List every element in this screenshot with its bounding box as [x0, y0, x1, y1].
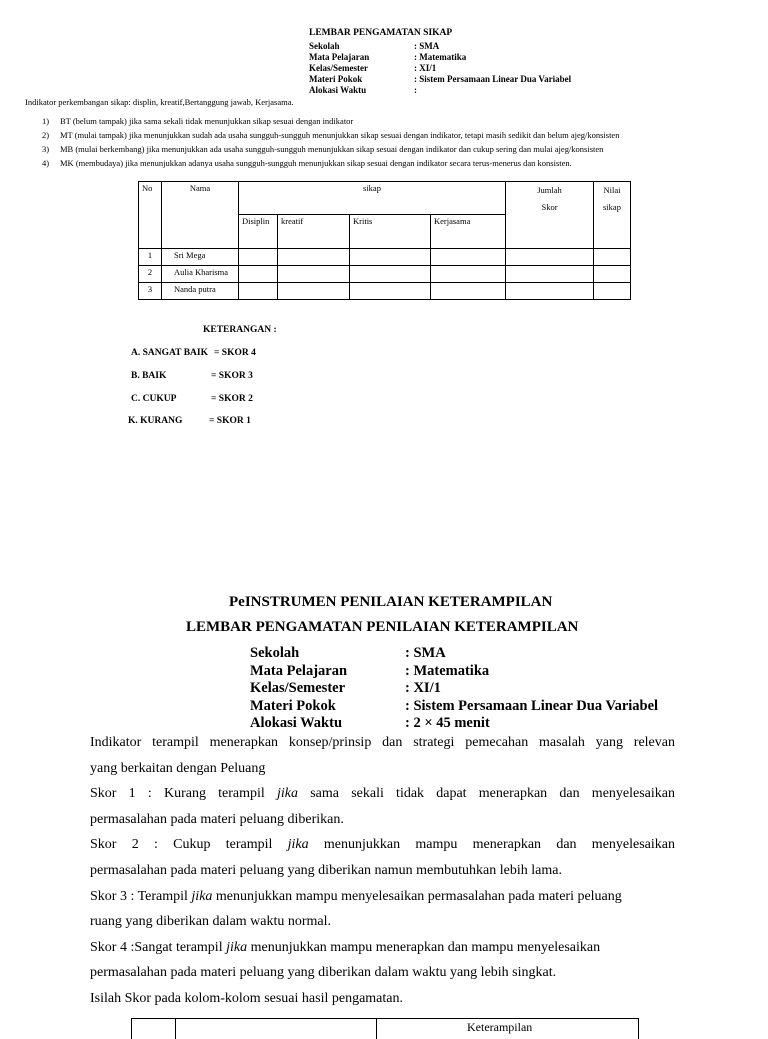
info-key: Alokasi Waktu — [250, 715, 343, 731]
info-key: Kelas/Semester — [309, 63, 368, 73]
info-key: Materi Pokok — [309, 74, 363, 84]
info-row-sekolah — [250, 645, 658, 663]
cell-no: 3 — [139, 283, 162, 300]
table-border-line — [376, 1019, 377, 1039]
indikator-line-2: yang berkaitan dengan Peluang — [90, 760, 266, 776]
header-nilai-sikap — [594, 182, 631, 249]
info-row-mapel — [250, 663, 658, 681]
info-row-alokasi — [309, 85, 571, 96]
skor4-line-2: permasalahan pada materi peluang yang diberikan dalam waktu yang lebih singkat. — [90, 965, 557, 981]
keterangan-value: = SKOR 2 — [211, 394, 253, 404]
header-sikap: sikap — [239, 182, 506, 215]
list-text: MB (mulai berkembang) jika menunjukkan ada usaha sungguh-sungguh menunjukkan sikap sesuai dengan indikator dan cukup sering dan mulai ajeg/konsisten — [60, 144, 604, 154]
info-value: : Sistem Persamaan Linear Dua Variabel — [405, 697, 659, 714]
cell-empty[interactable] — [278, 249, 350, 266]
subheader-kerjasama: Kerjasama — [431, 215, 506, 249]
skor-text: Skor 3 : Terampil — [90, 888, 192, 904]
info-value: : Sistem Persamaan Linear Dua Variabel — [414, 74, 572, 84]
cell-empty[interactable] — [506, 266, 594, 283]
list-item — [42, 156, 619, 170]
skor-text: menunjukkan mampu menerapkan dan mampu menyelesaikan — [247, 939, 601, 955]
list-number: 3) — [42, 144, 50, 154]
skor1-line-2: permasalahan pada materi peluang diberikan. — [90, 811, 344, 827]
list-item — [42, 114, 619, 128]
skor-text: Skor 2 : Cukup terampil — [90, 837, 288, 853]
info-row-materi — [309, 74, 571, 85]
skor3-line-1 — [90, 884, 675, 910]
keterangan-row — [131, 348, 256, 358]
isilah-instruction: Isilah Skor pada kolom-kolom sesuai hasil pengamatan. — [90, 990, 403, 1006]
cell-empty[interactable] — [239, 266, 278, 283]
skor-text: menunjukkan mampu menerapkan dan menyelesaikan — [308, 837, 675, 853]
list-number: 2) — [42, 130, 50, 140]
cell-nama: Sri Mega — [162, 249, 239, 266]
list-item — [42, 142, 619, 156]
keterangan-label: B. BAIK — [131, 371, 167, 381]
cell-no: 2 — [139, 266, 162, 283]
skor2-line-1 — [90, 832, 675, 858]
list-text: BT (belum tampak) jika sama sekali tidak menunjukkan sikap sesuai dengan indikator — [60, 116, 354, 126]
cell-nama: Aulia Kharisma — [162, 266, 239, 283]
cell-empty[interactable] — [431, 249, 506, 266]
list-number: 4) — [42, 158, 50, 168]
header-no: No — [139, 182, 162, 249]
info-value: : SMA — [405, 645, 446, 661]
info-row-kelas — [250, 680, 658, 698]
table-border-line — [638, 1019, 639, 1039]
skor2-line-2: permasalahan pada materi peluang yang diberikan namun membutuhkan lebih lama. — [90, 862, 562, 878]
indikator-line-1: Indikator terampil menerapkan konsep/prinsip dan strategi pemecahan masalah yang relevan — [90, 735, 675, 750]
table-row — [139, 266, 631, 283]
cell-empty[interactable] — [431, 283, 506, 300]
attitude-info-block — [309, 41, 571, 96]
attitude-table — [138, 181, 631, 300]
table-header-row — [139, 182, 631, 215]
header-nilai-line1: Nilai — [603, 185, 621, 195]
info-row-kelas — [309, 63, 571, 74]
cell-empty[interactable] — [506, 249, 594, 266]
keterangan-title: KETERANGAN : — [203, 325, 277, 335]
info-value: : — [414, 85, 417, 95]
skor-jika: jika — [226, 939, 248, 955]
cell-empty[interactable] — [594, 283, 631, 300]
keterangan-value: = SKOR 1 — [209, 416, 251, 426]
skor-jika: jika — [277, 786, 299, 802]
skill-table-partial — [131, 1018, 639, 1039]
info-key: Alokasi Waktu — [309, 85, 367, 95]
keterangan-value: = SKOR 3 — [211, 371, 253, 381]
keterangan-label: C. CUKUP — [131, 394, 177, 404]
cell-empty[interactable] — [431, 266, 506, 283]
cell-no: 1 — [139, 249, 162, 266]
cell-empty[interactable] — [350, 249, 431, 266]
keterangan-value: = SKOR 4 — [214, 348, 256, 358]
header-jumlah-skor — [506, 182, 594, 249]
info-value: : XI/1 — [414, 63, 437, 73]
info-value: : Matematika — [414, 52, 467, 62]
info-value: : XI/1 — [405, 680, 441, 696]
skor-text: Skor 4 :Sangat terampil — [90, 939, 227, 955]
subheader-disiplin: Disiplin — [239, 215, 278, 249]
skor4-line-1 — [90, 935, 675, 961]
table-border-line — [175, 1019, 176, 1039]
skor-text: sama sekali tidak dapat menerapkan dan menyelesaikan — [298, 786, 675, 802]
info-key: Materi Pokok — [250, 697, 336, 714]
info-key: Sekolah — [309, 41, 340, 51]
info-key: Mata Pelajaran — [309, 52, 370, 62]
keterangan-row — [131, 371, 253, 381]
cell-empty[interactable] — [239, 283, 278, 300]
info-value: : Matematika — [405, 662, 490, 679]
info-key: Kelas/Semester — [250, 680, 346, 696]
skor-text: Skor 1 : Kurang terampil — [90, 786, 278, 802]
header-nilai-line2: sikap — [603, 202, 621, 212]
cell-nama: Nanda putra — [162, 283, 239, 300]
attitude-indicator-text: Indikator perkembangan sikap: displin, kreatif,Bertanggung jawab, Kerjasama. — [25, 97, 294, 107]
info-row-mapel — [309, 52, 571, 63]
cell-empty[interactable] — [350, 266, 431, 283]
header-jumlah-line1: Jumlah — [537, 185, 562, 195]
header-jumlah-line2: Skor — [541, 202, 558, 212]
cell-empty[interactable] — [594, 249, 631, 266]
keterangan-row — [128, 416, 251, 426]
skill-sheet-title: LEMBAR PENGAMATAN PENILAIAN KETERAMPILAN — [186, 619, 579, 635]
keterangan-row — [131, 394, 253, 404]
info-row-sekolah — [309, 41, 571, 52]
skor-jika: jika — [287, 837, 309, 853]
skor-jika: jika — [191, 888, 213, 904]
sheet-title-attitude: LEMBAR PENGAMATAN SIKAP — [309, 28, 453, 38]
skill-info-block — [250, 645, 658, 733]
skor3-line-2: ruang yang diberikan dalam waktu normal. — [90, 914, 332, 930]
attitude-criteria-list — [42, 114, 619, 170]
subheader-kritis: Kritis — [350, 215, 431, 249]
cell-empty[interactable] — [278, 283, 350, 300]
skill-indicator-body — [90, 730, 675, 1012]
subheader-kreatif: kreatif — [278, 215, 350, 249]
list-item — [42, 128, 619, 142]
header-nama: Nama — [162, 182, 239, 249]
info-key: Mata Pelajaran — [250, 662, 348, 679]
info-value: : 2 × 45 menit — [405, 715, 490, 731]
cell-empty[interactable] — [506, 283, 594, 300]
list-text: MT (mulai tampak) jika menunjukkan sudah ada usaha sungguh-sungguh menunjukkan sikap sesuai dengan indikator, tetapi masih sedikit dan belum ajeg/konsisten — [60, 130, 620, 140]
header-keterampilan: Keterampilan — [467, 1020, 533, 1034]
cell-empty[interactable] — [350, 283, 431, 300]
keterangan-label: A. SANGAT BAIK — [131, 348, 208, 358]
cell-empty[interactable] — [239, 249, 278, 266]
info-row-materi — [250, 698, 658, 716]
info-key: Sekolah — [250, 645, 300, 661]
list-number: 1) — [42, 116, 50, 126]
table-row — [139, 283, 631, 300]
list-text: MK (membudaya) jika menunjukkan adanya usaha sungguh-sungguh menunjukkan sikap sesuai dengan indikator secara terus-menerus dan konsisten. — [60, 158, 572, 168]
keterangan-label: K. KURANG — [128, 416, 183, 426]
instrument-title: PeINSTRUMEN PENILAIAN KETERAMPILAN — [229, 594, 553, 610]
table-row — [139, 249, 631, 266]
skor-text: menunjukkan mampu menyelesaikan permasalahan pada materi peluang — [212, 888, 622, 904]
table-border-line — [131, 1019, 132, 1039]
info-value: : SMA — [414, 41, 440, 51]
cell-empty[interactable] — [594, 266, 631, 283]
skor1-line-1 — [90, 781, 675, 807]
cell-empty[interactable] — [278, 266, 350, 283]
